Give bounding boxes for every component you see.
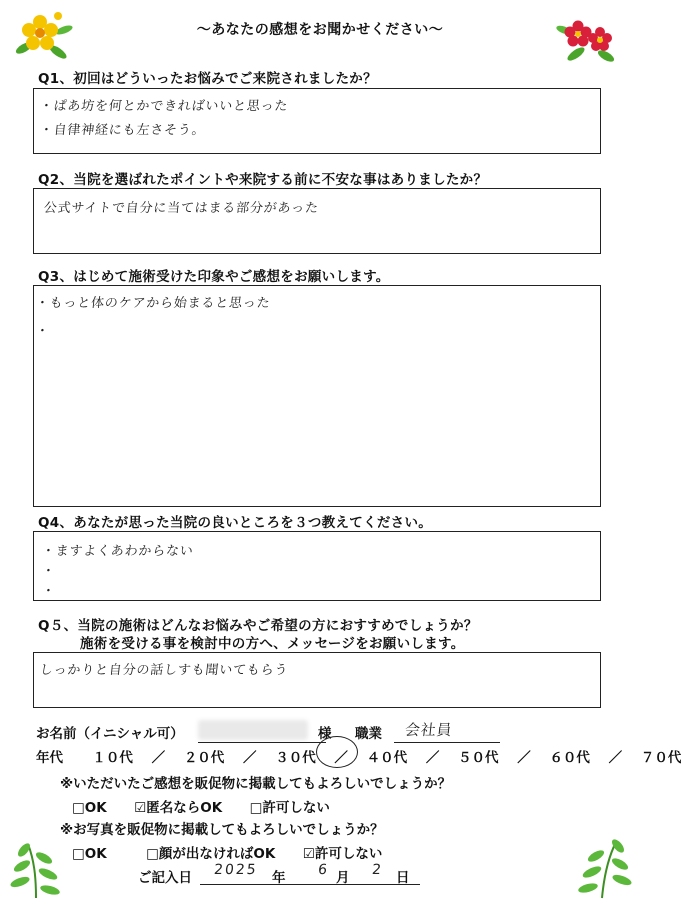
q3-answer-line-1: ・もっと体のケアから始まると思った — [35, 296, 272, 311]
q4-answer-line-1: ・ますよくあわからない — [41, 544, 195, 559]
consent2-no-face-checkbox[interactable]: □顔が出なければOK — [146, 846, 276, 862]
age-option-40s[interactable]: ４０代 — [366, 750, 408, 766]
job-value: 会社員 — [404, 721, 454, 739]
q5-answer-box — [33, 652, 601, 708]
age-option-10s[interactable]: １０代 — [92, 750, 133, 766]
date-underline — [200, 884, 420, 885]
job-label: 職業 — [355, 726, 382, 742]
age-separator: ／ — [243, 750, 257, 766]
job-underline — [394, 742, 500, 743]
leaf-decoration-left — [6, 836, 66, 900]
name-redacted — [198, 720, 308, 740]
age-option-20s[interactable]: ２０代 — [183, 750, 225, 766]
date-month-value: 6 — [317, 862, 329, 878]
consent2-question: ※お写真を販促物に掲載してもよろしいでしょうか？ — [60, 822, 384, 838]
age-separator: ／ — [608, 750, 623, 766]
age-option-30s[interactable]: ３０代 — [275, 750, 316, 766]
q5-answer: しっかりと自分の話しすも聞いてもらう — [39, 663, 289, 678]
q1-answer-box — [33, 88, 601, 154]
q4-question: Q4、あなたが思った当院の良いところを３つ教えてください。 — [38, 515, 433, 531]
q2-answer-box — [33, 188, 601, 254]
age-option-70s[interactable]: ７０代 — [640, 750, 681, 766]
age-label: 年代 — [36, 750, 63, 766]
q5-question-line-2: 施術を受ける事を検討中の方へ、メッセージをお願いします。 — [80, 636, 465, 652]
consent1-ok-checkbox[interactable]: □OK — [72, 800, 107, 816]
page-title: 〜あなたの感想をお聞かせください〜 — [196, 22, 444, 38]
date-year-label: 年 — [272, 870, 286, 886]
date-year-value: 2025 — [213, 862, 259, 878]
q3-answer-line-2: ・ — [35, 324, 51, 339]
age-separator: ／ — [517, 750, 531, 766]
q1-answer-line-2: ・自律神経にも左さそう。 — [39, 123, 207, 138]
q2-answer: 公式サイトで自分に当てはまる部分があった — [43, 201, 320, 216]
date-label: ご記入日 — [138, 870, 192, 886]
consent1-anonymous-checkbox[interactable]: ☑匿名ならOK — [134, 800, 223, 816]
q4-answer-box — [33, 531, 601, 601]
age-option-60s[interactable]: ６０代 — [549, 750, 590, 766]
age-separator: ／ — [151, 750, 166, 766]
age-option-50s[interactable]: ５０代 — [458, 750, 499, 766]
sama-label: 様 — [318, 726, 332, 742]
q2-question: Q2、当院を選ばれたポイントや来院する前に不安な事はありましたか？ — [38, 172, 488, 188]
q3-question: Q3、はじめて施術受けた印象やご感想をお願いします。 — [38, 269, 390, 285]
q1-question: Q1、初回はどういったお悩みでご来院されましたか？ — [38, 71, 377, 87]
q3-answer-box — [33, 285, 601, 507]
age-selected-circle — [316, 736, 358, 768]
age-row — [36, 746, 681, 766]
name-label: お名前（イニシャル可） — [36, 726, 184, 742]
name-underline — [198, 742, 326, 743]
age-separator: ／ — [425, 750, 440, 766]
q5-question-line-1: Q５、当院の施術はどんなお悩みやご希望の方におすすめでしょうか？ — [38, 618, 478, 634]
q1-answer-line-1: ・ぱあ坊を何とかできればいいと思った — [39, 99, 289, 114]
date-month-label: 月 — [336, 870, 350, 886]
leaf-decoration-right — [572, 834, 634, 900]
consent2-ok-checkbox[interactable]: □OK — [72, 846, 107, 862]
q4-answer-line-3: ・ — [41, 584, 57, 599]
consent1-deny-checkbox[interactable]: □許可しない — [249, 800, 330, 816]
consent1-options — [72, 796, 330, 816]
date-day-value: 2 — [371, 862, 383, 878]
date-day-label: 日 — [396, 870, 410, 886]
consent2-deny-checkbox[interactable]: ☑許可しない — [302, 846, 383, 862]
consent2-options — [72, 842, 382, 862]
consent1-question: ※いただいたご感想を販促物に掲載してもよろしいでしょうか？ — [60, 776, 452, 792]
age-separator: ／ — [334, 750, 348, 766]
q4-answer-line-2: ・ — [41, 564, 57, 579]
